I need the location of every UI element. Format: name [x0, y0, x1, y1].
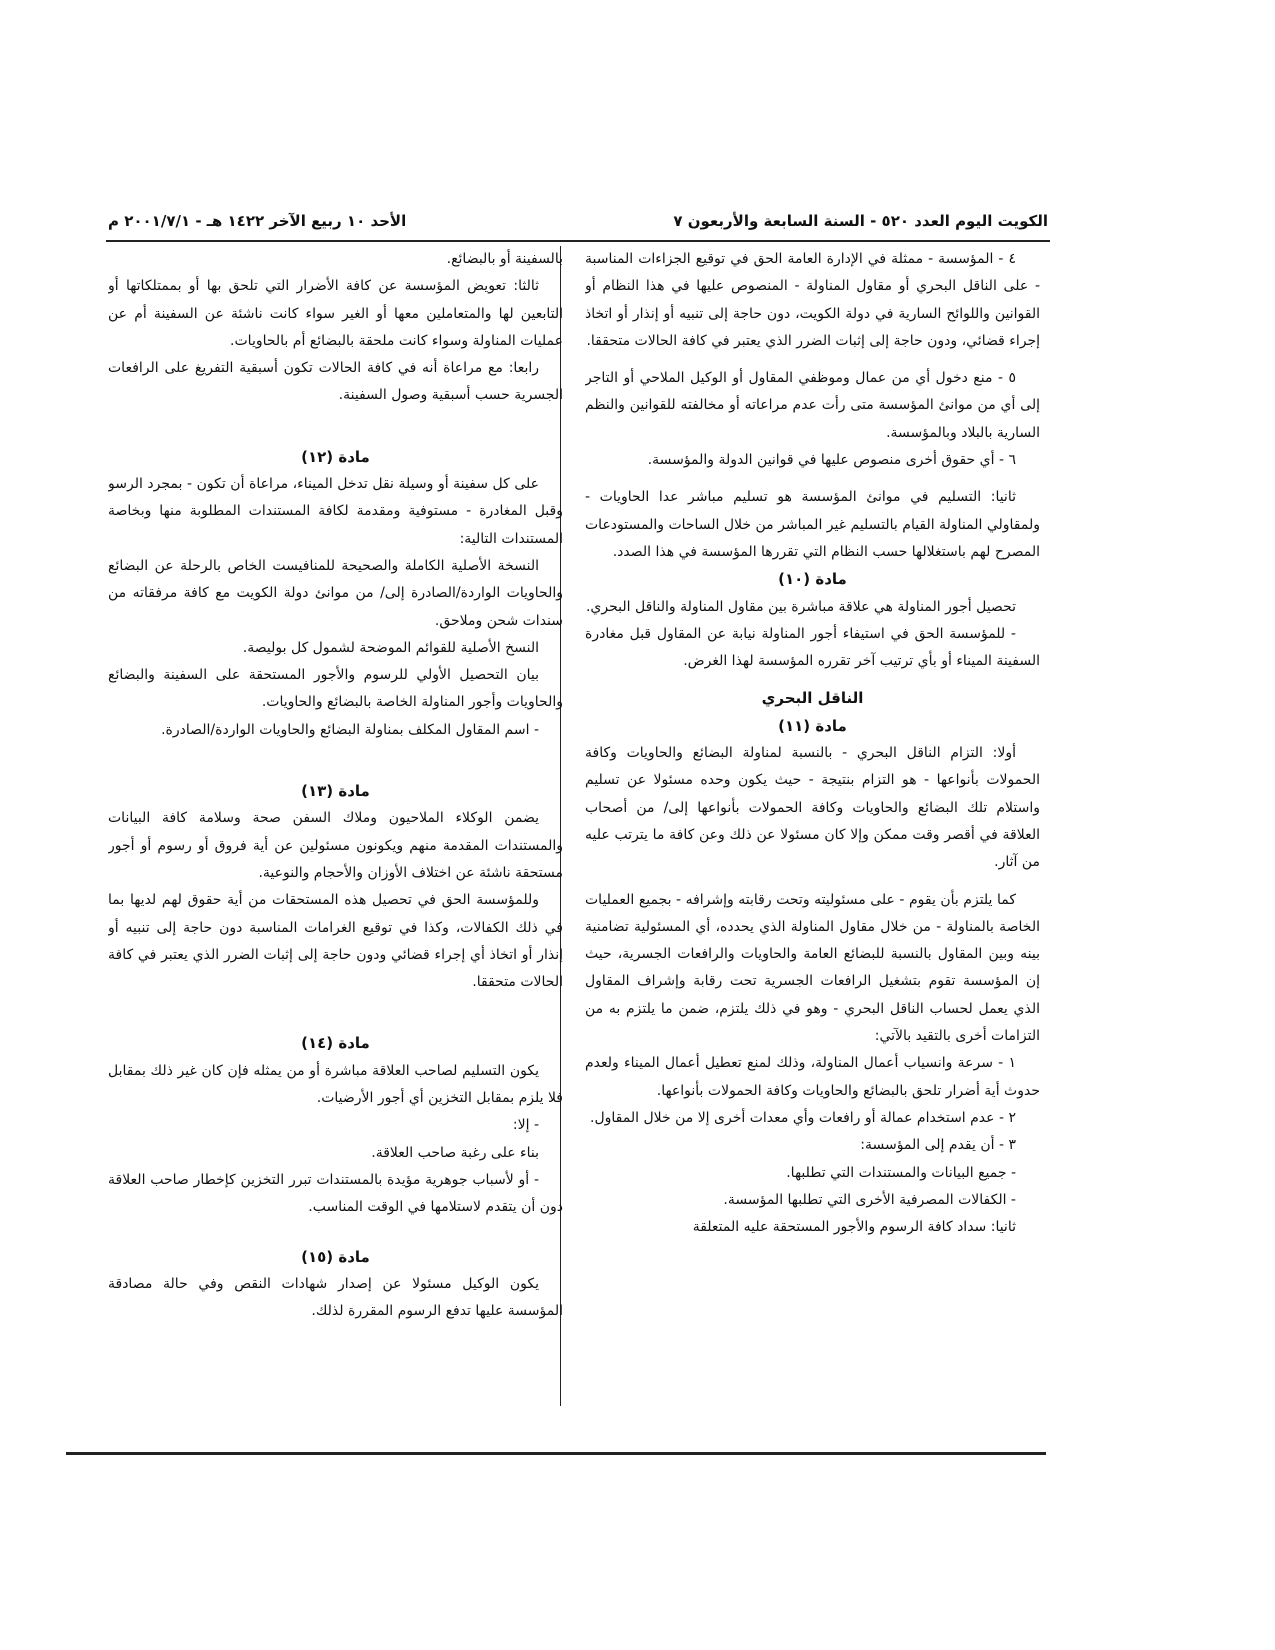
article-11-third: ثالثا: تعويض المؤسسة عن كافة الأضرار التي تلحق بها أو بممتلكاتها أو التابعين لها والمتعاملين معها أو الغير سواء كانت ناشئة عن السفينة أم عن عمليات المناولة وسواء كانت ملحقة بالبضائع أم بالحاويات.	[108, 278, 563, 349]
footer-rule	[66, 1452, 1046, 1455]
article-14-item-1: بناء على رغبة صاحب العلاقة.	[371, 1144, 539, 1161]
article-15-para-1: يكون الوكيل مسئولا عن إصدار شهادات النقص وفي حالة مصادقة المؤسسة عليها تدفع الرسوم المقررة لذلك.	[108, 1275, 563, 1320]
article-10-para-1: تحصيل أجور المناولة هي علاقة مباشرة بين مقاول المناولة والناقل البحري.	[585, 598, 1016, 615]
article-11-item-3-a: - جميع البيانات والمستندات التي تطلبها.	[786, 1164, 1016, 1181]
article-10-heading: مادة (١٠)	[778, 570, 847, 589]
article-12-heading: مادة (١٢)	[301, 447, 370, 466]
article-12-intro: على كل سفينة أو وسيلة نقل تدخل الميناء، مراعاة أن تكون - بمجرد الرسو وقبل المغادرة - مستوفية ومقدمة لكافة المستندات المطلوبة منها وبخاصة المستندات التالية:	[108, 476, 563, 547]
article-13-para-1: يضمن الوكلاء الملاحيون وملاك السفن صحة وسلامة كافة البيانات والمستندات المقدمة منهم ويكونون مسئولين عن أية فروق أو رسوم أو أجور مستحقة ناشئة عن اختلاف الأوزان والأحجام والنوعية.	[108, 810, 563, 881]
article-10-para-2: - للمؤسسة الحق في استيفاء أجور المناولة نيابة عن المقاول قبل مغادرة السفينة الميناء أو بأي ترتيب آخر تقرره المؤسسة لهذا الغرض.	[585, 625, 1040, 670]
article-13-para-2: وللمؤسسة الحق في تحصيل هذه المستحقات من أية حقوق لهم لديها بما في ذلك الكفالات، وكذا في توقيع الغرامات المناسبة دون حاجة إلى تنبيه أو إنذار أو اتخاذ أي إجراء قضائي ودون حاجة إلى إثبات الضرر الذي يعتبر في كافة الحالات متحققا.	[108, 892, 563, 991]
article-14-item-2: - أو لأسباب جوهرية مؤيدة بالمستندات تبرر التخزين كإخطار صاحب العلاقة دون أن يتقدم لاستلامها في الوقت المناسب.	[108, 1171, 563, 1216]
right-column	[585, 246, 1040, 1406]
article-13-heading: مادة (١٣)	[301, 782, 370, 801]
article-14-para-1: يكون التسليم لصاحب العلاقة مباشرة أو من يمثله فإن كان غير ذلك بمقابل فلا يلزم بمقابل التخزين أي أجور الأرضيات.	[108, 1062, 563, 1107]
clause-second-delivery: ثانيا: التسليم في موانئ المؤسسة هو تسليم مباشر عدا الحاويات - ولمقاولي المناولة القيام بالتسليم غير المباشر من خلال الساحات والمستودعات المصرح لهم باستغلالها حسب النظام التي تقررها المؤسسة في هذا الصدد.	[585, 489, 1040, 560]
article-15-heading: مادة (١٥)	[301, 1247, 370, 1266]
article-14-except: - إلا:	[512, 1117, 539, 1134]
header-rule	[106, 240, 1050, 242]
article-11-first: أولا: التزام الناقل البحري - بالنسبة لمناولة البضائع والحاويات وكافة الحمولات بأنواعها - هو التزام بنتيجة - حيث يكون وحده مسئولا عن تسليم واستلام تلك البضائع والحاويات وكافة الحمولات بأنواعها إلى/ من أصحاب العلاقة في أقصر وقت ممكن وإلا كان مسئولا عن ذلك وعن كافة ما يترتب عليه من آثار.	[585, 745, 1040, 871]
section-heading-sea-carrier: الناقل البحري	[761, 689, 864, 708]
header-date: الأحد ١٠ ربيع الآخر ١٤٢٢ هـ - ٢٠٠١/٧/١ م	[108, 212, 407, 230]
header-issue-info: الكويت اليوم العدد ٥٢٠ - السنة السابعة والأربعون ٧	[673, 212, 1048, 230]
article-12-item-fees: بيان التحصيل الأولي للرسوم والأجور المستحقة على السفينة والبضائع والحاويات وأجور المناولة الخاصة بالبضائع والحاويات.	[108, 667, 563, 711]
article-11-fourth: رابعا: مع مراعاة أنه في كافة الحالات تكون أسبقية التفريغ على الرافعات الجسرية حسب أسبقية وصول السفينة.	[108, 360, 563, 404]
article-12-item-contractor: - اسم المقاول المكلف بمناولة البضائع والحاويات الواردة/الصادرة.	[161, 721, 539, 738]
article-11-obligations: كما يلتزم بأن يقوم - على مسئوليته وتحت رقابته وإشرافه - بجميع العمليات الخاصة بالمناولة - من خلال مقاول المناولة الذي يحدده، أي المسئولية تضامنية بينه وبين المقاول بالنسبة للبضائع العامة والحاويات والرافعات الجسرية، حيث إن المؤسسة تقوم بتشغيل الرافعات الجسرية تحت رقابة وإشراف المقاول الذي يعمل لحساب الناقل البحري - وهو في ذلك يلتزم، ضمن ما يلتزم به من التزامات أخرى بالتقيد بالآتي:	[585, 891, 1040, 1045]
article-12-item-manifest: النسخة الأصلية الكاملة والصحيحة للمنافيست الخاص بالرحلة عن البضائع والحاويات الواردة/الصادرة إلى/ من موانئ دولة الكويت مع كافة مرفقاته من سندات شحن وملاحق.	[108, 557, 563, 629]
article-11-item-3: ٣ - أن يقدم إلى المؤسسة:	[860, 1137, 1016, 1154]
clause-4: ٤ - المؤسسة - ممثلة في الإدارة العامة الحق في توقيع الجزاءات المناسبة - على الناقل البحري أو مقاول المناولة - المنصوص عليها في هذا النظام أو القوانين واللوائح السارية في دولة الكويت، دون حاجة إلى تنبيه أو إنذار أو اتخاذ إجراء قضائي، ودون حاجة إلى إثبات الضرر الذي يعتبر في كافة الحالات متحققا.	[585, 251, 1040, 349]
clause-6: ٦ - أي حقوق أخرى منصوص عليها في قوانين الدولة والمؤسسة.	[647, 452, 1016, 469]
article-11-heading: مادة (١١)	[778, 716, 847, 735]
article-11-item-3-b: - الكفالات المصرفية الأخرى التي تطلبها المؤسسة.	[723, 1191, 1016, 1208]
article-12-item-lists: النسخ الأصلية للقوائم الموضحة لشمول كل بوليصة.	[242, 639, 539, 656]
article-11-second: ثانيا: سداد كافة الرسوم والأجور المستحقة عليه المتعلقة	[692, 1219, 1016, 1236]
article-14-heading: مادة (١٤)	[301, 1034, 370, 1053]
continuation-line: بالسفينة أو بالبضائع.	[446, 251, 563, 267]
clause-5: ٥ - منع دخول أي من عمال وموظفي المقاول أو الوكيل الملاحي أو التاجر إلى أي من موانئ المؤسسة متى رأت عدم مراعاته أو مخالفته للقوانين والنظم السارية بالبلاد وبالمؤسسة.	[585, 370, 1040, 441]
article-11-item-2: ٢ - عدم استخدام عمالة أو رافعات وأي معدات أخرى إلا من خلال المقاول.	[590, 1109, 1016, 1126]
article-11-item-1: ١ - سرعة وانسياب أعمال المناولة، وذلك لمنع تعطيل أعمال الميناء ولعدم حدوث أية أضرار تلحق بالبضائع والحاويات وكافة الحمولات بأنواعها.	[585, 1055, 1040, 1099]
page-header	[108, 208, 1048, 234]
left-column	[108, 246, 563, 1406]
